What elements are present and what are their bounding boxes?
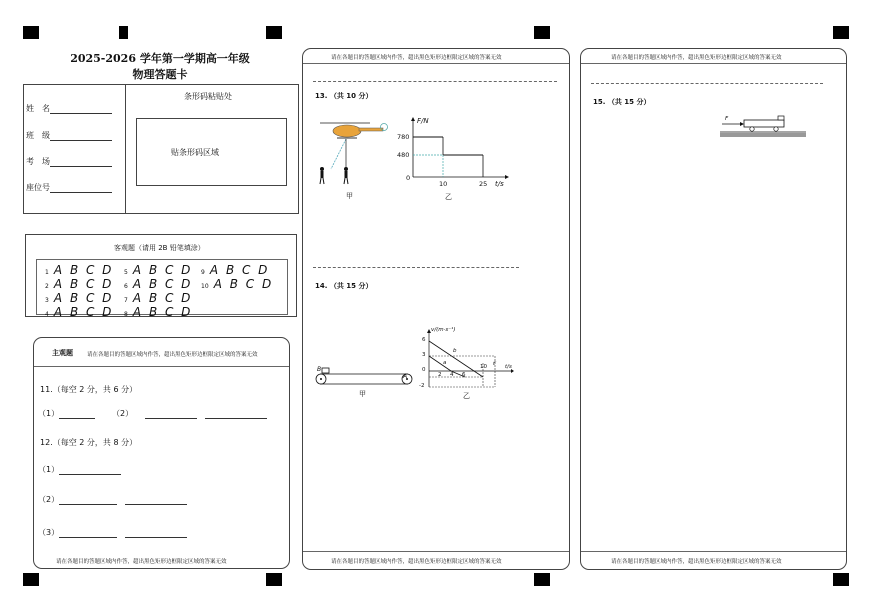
timing-mark [534,573,550,586]
graph14-end-label: t′ [493,361,497,367]
graph14-y-tick: 3 [422,352,426,358]
cart-figure [718,115,808,141]
graph14-x-tick: 10 [480,364,487,370]
graph14-x-tick: 6 [462,372,466,378]
graph14-x-tick: 4 [450,372,454,378]
choice-row-5[interactable]: 5 A B C D [124,263,193,277]
q12-blank-1[interactable]: （1） [38,464,121,475]
field-seat[interactable]: 座位号 [26,182,112,193]
choice-row-8[interactable]: 8 A B C D [124,305,193,319]
graph14-line-label: b [453,348,457,354]
q14-label: 14. （共 15 分） [315,282,373,290]
graph13-y-axis-label: F/N [417,117,429,125]
q11-blank-2[interactable]: （2） [112,408,267,419]
q11-blank-1[interactable]: （1） [38,408,95,419]
graph13-y-tick: 0 [406,174,411,182]
timing-mark [266,26,282,39]
graph14-y-axis-label: v/(m·s⁻¹) [431,327,456,333]
timing-mark [266,573,282,586]
timing-mark [119,26,128,39]
objective-grid [36,259,288,319]
graph13-y-tick: 780 [397,133,410,141]
belt-point-b: B [317,366,322,373]
q15-label: 15. （共 15 分） [593,98,651,106]
timing-mark [23,573,39,586]
graph14-y-tick: -2 [419,383,425,389]
left-footer-note: 请在各题目的答题区域内作答，超出黑色矩形边框限定区域的答案无效 [56,559,227,565]
q11-label: 11.（每空 2 分，共 6 分） [40,385,138,394]
timing-mark [833,573,849,586]
choice-row-3[interactable]: 3 A B C D [45,291,114,305]
objective-box [25,234,297,317]
objective-title: 客观题（请用 2B 铅笔填涂） [114,244,205,252]
velocity-time-graph [419,327,519,389]
subjective-divider [34,366,289,367]
choice-row-4[interactable]: 4 A B C D [45,305,114,319]
choice-row-9[interactable]: 9 A B C D [201,263,270,277]
choice-row-2[interactable]: 2 A B C D [45,277,114,291]
exam-title: 2025-2026 学年第一学期高一年级 [70,52,250,65]
belt-point-a: A [403,373,408,380]
barcode-title: 条形码粘贴处 [184,92,232,101]
graph13-x-axis-label: t/s [495,180,504,188]
choice-row-6[interactable]: 6 A B C D [124,277,193,291]
graph13-x-tick: 10 [439,180,448,188]
q13-fig-left-caption: 甲 [346,192,353,200]
graph14-y-tick: 0 [422,367,426,373]
timing-mark [23,26,39,39]
middle-panel [302,48,570,570]
q13-label: 13. （共 10 分） [315,92,373,100]
helicopter-figure [315,117,395,197]
field-room[interactable]: 考 场 [26,156,112,167]
field-name[interactable]: 姓 名 [26,103,112,114]
graph13-y-tick: 480 [397,151,410,159]
q14-belt-caption: 甲 [359,390,366,398]
graph14-x-axis-label: t/s [505,364,512,370]
choice-row-10[interactable]: 10 A B C D [201,277,274,291]
force-time-graph [395,115,515,195]
q13-fig-right-caption: 乙 [445,193,452,201]
q12-label: 12.（每空 2 分，共 8 分） [40,438,138,447]
q14-graph-caption: 乙 [463,392,470,400]
barcode-area [136,118,287,186]
right-top-note: 请在各题目的答题区域内作答，超出黑色矩形边框限定区域的答案无效 [611,55,782,61]
timing-mark [833,26,849,39]
student-info-box [23,84,299,214]
graph14-line-label: a [443,360,447,366]
choice-row-7[interactable]: 7 A B C D [124,291,193,305]
graph13-x-tick: 25 [479,180,488,188]
subjective-note: 请在各题目的答题区域内作答，超出黑色矩形边框限定区域的答案无效 [87,352,258,358]
right-panel [580,48,847,570]
middle-footer-note: 请在各题目的答题区域内作答，超出黑色矩形边框限定区域的答案无效 [331,559,502,565]
subjective-title: 主观题 [52,349,73,357]
graph14-y-tick: 6 [422,337,426,343]
timing-mark [534,26,550,39]
graph14-x-tick: 2 [438,372,442,378]
subjective-box [33,337,290,569]
field-class[interactable]: 班 级 [26,130,112,141]
q15-force-label: F [725,116,729,122]
q12-blank-3[interactable]: （3） [38,527,187,538]
card-title: 物理答题卡 [132,68,188,81]
barcode-area-label: 贴条形码区域 [171,148,219,157]
info-divider [125,85,126,213]
middle-top-note: 请在各题目的答题区域内作答，超出黑色矩形边框限定区域的答案无效 [331,55,502,61]
choice-row-1[interactable]: 1 A B C D [45,263,114,277]
q12-blank-2[interactable]: （2） [38,494,187,505]
right-footer-note: 请在各题目的答题区域内作答，超出黑色矩形边框限定区域的答案无效 [611,559,782,565]
